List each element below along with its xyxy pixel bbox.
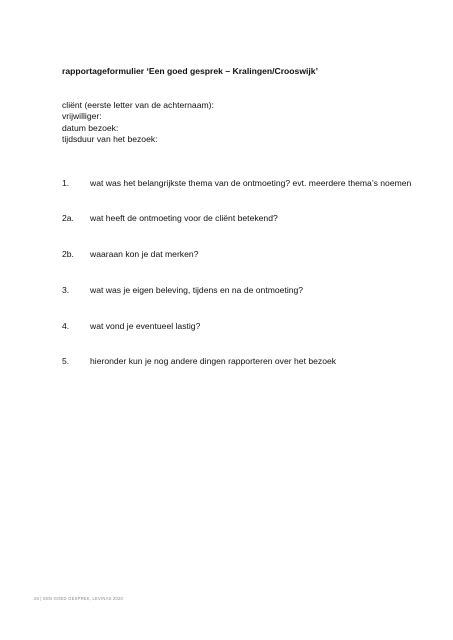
- field-client: cliënt (eerste letter van de achternaam):: [62, 100, 214, 110]
- question-text: wat vond je eventueel lastig?: [90, 321, 201, 331]
- question-number: 1.: [62, 178, 70, 188]
- form-title: rapportageformulier ‘Een goed gesprek – Kralingen/Crooswijk’: [62, 66, 318, 76]
- question-2a: [62, 213, 278, 223]
- question-1: [62, 178, 411, 188]
- question-number: 3.: [62, 285, 70, 295]
- question-text: hieronder kun je nog andere dingen rapporteren over het bezoek: [90, 356, 337, 366]
- question-number: 2a.: [62, 213, 74, 223]
- question-text: wat was het belangrijkste thema van de ontmoeting? evt. meerdere thema’s noemen: [90, 178, 412, 188]
- question-4: [62, 321, 200, 331]
- question-number: 5.: [62, 356, 70, 366]
- question-number: 2b.: [62, 249, 74, 259]
- field-visit-duration: tijdsduur van het bezoek:: [62, 134, 158, 145]
- question-text: wat was je eigen beleving, tijdens en na de ontmoeting?: [90, 285, 304, 295]
- question-5: [62, 356, 336, 366]
- client-fields: [62, 100, 214, 146]
- question-text: wat heeft de ontmoeting voor de cliënt betekend?: [90, 213, 278, 223]
- field-volunteer: vrijwilliger:: [62, 111, 102, 122]
- question-3: [62, 285, 303, 295]
- field-visit-date: datum bezoek:: [62, 122, 119, 133]
- question-number: 4.: [62, 321, 70, 331]
- question-2b: [62, 249, 198, 259]
- question-text: waaraan kon je dat merken?: [90, 249, 199, 259]
- page-footer: 28 | EEN GOED GESPREK, LEVINAS 2020: [34, 596, 124, 601]
